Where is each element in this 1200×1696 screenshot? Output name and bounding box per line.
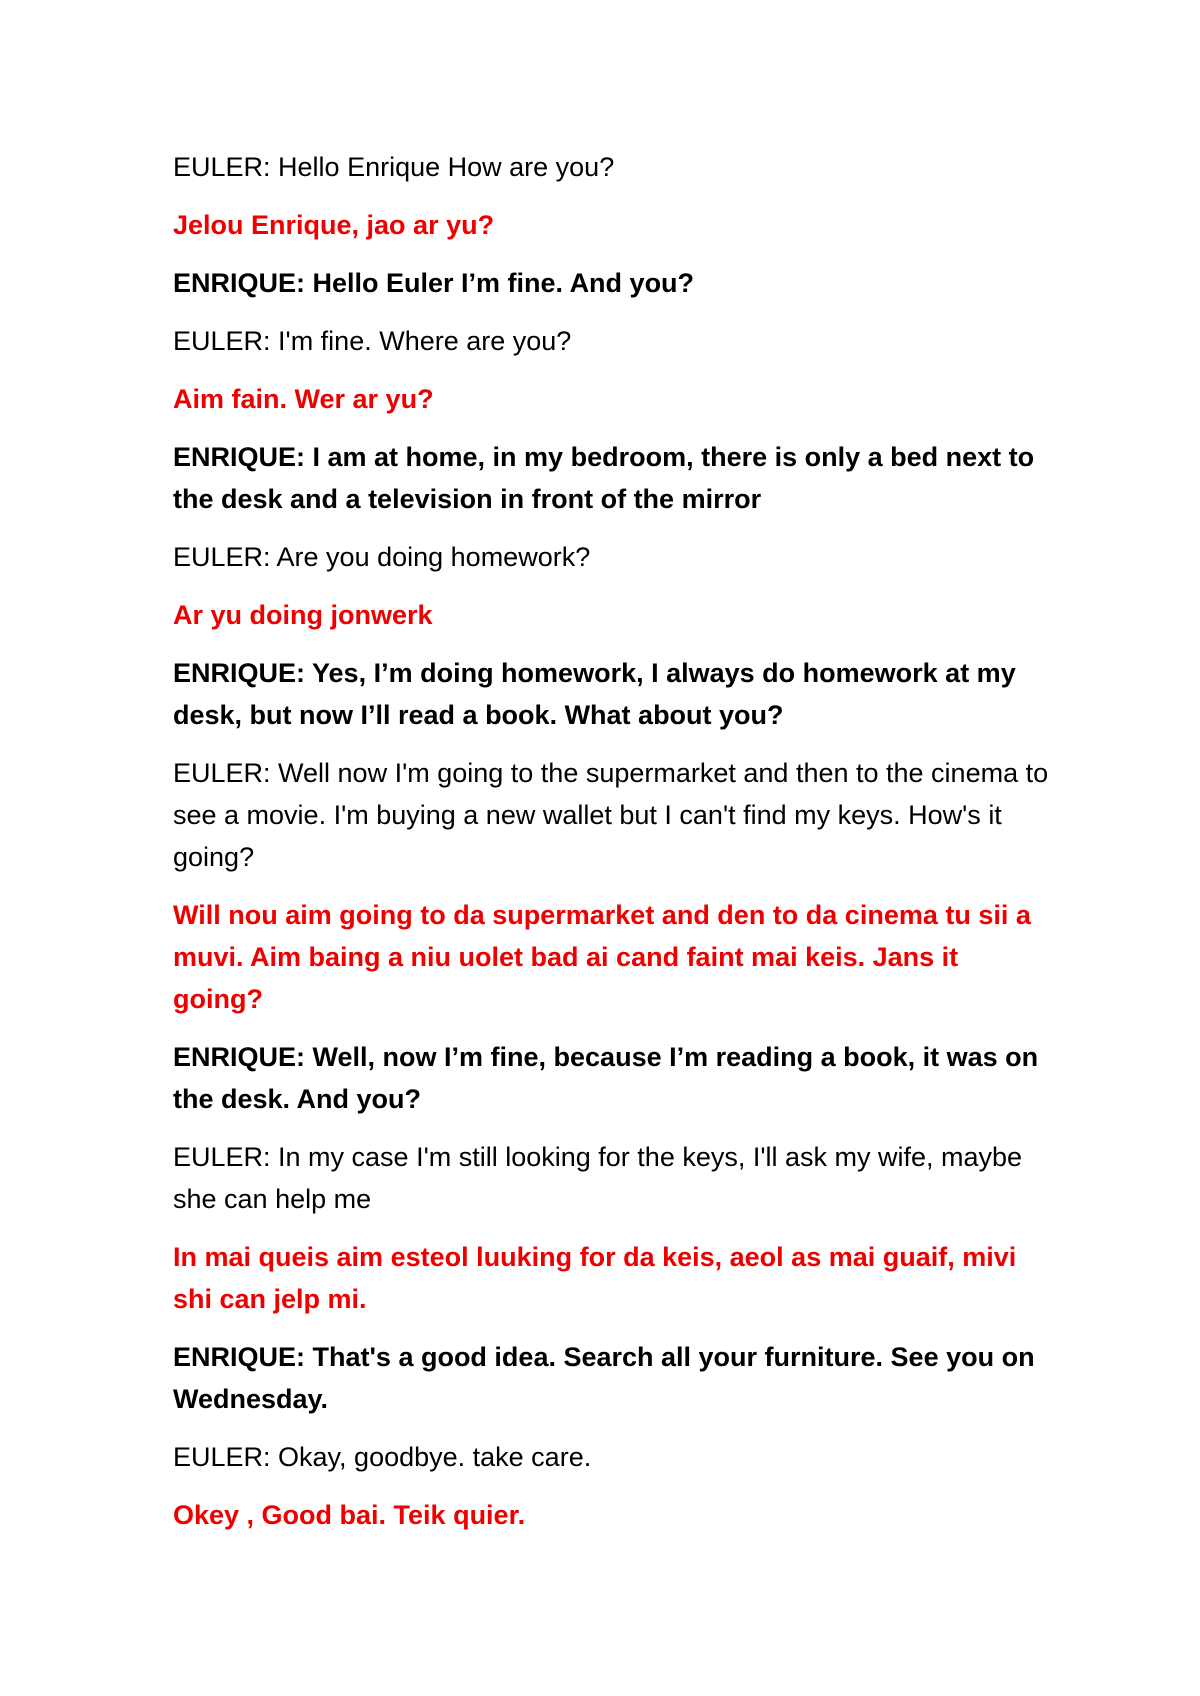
phonetic-line: Jelou Enrique, jao ar yu? <box>173 210 495 240</box>
phonetic-line: Okey , Good bai. Teik quier. <box>173 1500 526 1530</box>
euler-line: EULER: I'm fine. Where are you? <box>173 326 572 356</box>
phonetic-line: Aim fain. Wer ar yu? <box>173 384 434 414</box>
phonetic-line: In mai queis aim esteol luuking for da keis, aeol as mai guaif, mivi shi can jelp mi. <box>173 1242 1017 1314</box>
euler-line: EULER: In my case I'm still looking for the keys, I'll ask my wife, maybe she can help me <box>173 1142 1023 1214</box>
enrique-line: ENRIQUE: I am at home, in my bedroom, there is only a bed next to the desk and a television in front of the mirror <box>173 442 1035 514</box>
euler-line: EULER: Well now I'm going to the supermarket and then to the cinema to see a movie. I'm buying a new wallet but I can't find my keys. How's it going? <box>173 758 1049 872</box>
euler-line: EULER: Hello Enrique How are you? <box>173 152 615 182</box>
dialogue-body <box>173 146 1053 1552</box>
enrique-line: ENRIQUE: That's a good idea. Search all your furniture. See you on Wednesday. <box>173 1342 1035 1414</box>
enrique-line: ENRIQUE: Hello Euler I’m fine. And you? <box>173 268 695 298</box>
phonetic-line: Will nou aim going to da supermarket and den to da cinema tu sii a muvi. Aim baing a niu uolet bad ai cand faint mai keis. Jans it going? <box>173 900 1031 1014</box>
enrique-line: ENRIQUE: Yes, I’m doing homework, I always do homework at my desk, but now I’ll read a book. What about you? <box>173 658 1016 730</box>
phonetic-line: Ar yu doing jonwerk <box>173 600 433 630</box>
euler-line: EULER: Okay, goodbye. take care. <box>173 1442 592 1472</box>
euler-line: EULER: Are you doing homework? <box>173 542 591 572</box>
enrique-line: ENRIQUE: Well, now I’m fine, because I’m reading a book, it was on the desk. And you? <box>173 1042 1039 1114</box>
